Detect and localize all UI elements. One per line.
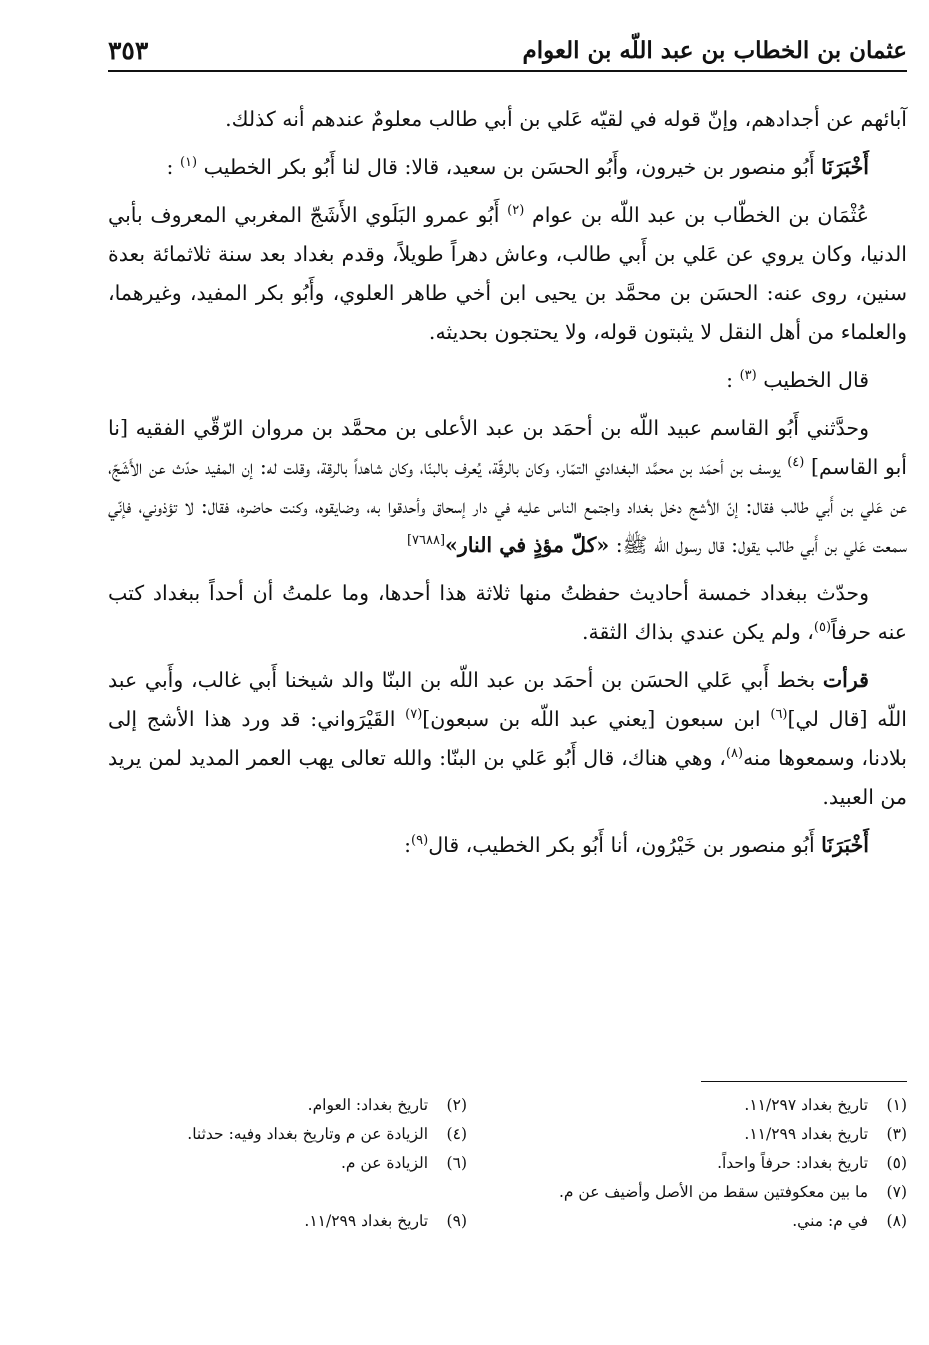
main-text (108, 100, 907, 874)
paragraph-7 (108, 661, 907, 817)
page-number: ٣٥٣ (108, 35, 149, 65)
paragraph-text: يوسف بن أحمَد بن محمَّد البغدادي التمّار، وكان بالرقّة، يُعرف بالبنّا، وكان شاهداً بالرقة، وقلت له: إن المفيد حدّث عن الأَشَجّ، عن عَلي بن أَبي طالب فقال: إنّ الأشج دخل بغداد واجتمع الناس عليه في دار إسحاق وأحدقوا به، وضايقوه، وكنت حاضره، فقال: لا تؤذوني، فإنّي سمعت عَلي بن أَبي طالب يقول: قال رسول الله ﷺ: (108, 455, 907, 557)
footnote-number: (٢) (446, 1096, 467, 1114)
paragraph-text: ، وهي هناك، قال أَبُو عَلي بن البنّا: والله تعالى يهب العمر المديد لمن يريد من العبيد. (108, 746, 907, 809)
hadith-quote: «كلّ مؤذٍ في النار» (445, 533, 610, 557)
paragraph-text: القَيْرَواني: قد ورد هذا الأشج إلى بلادنا، وسمعوها منه (108, 707, 907, 770)
footnote-number: (٧) (886, 1183, 907, 1201)
footnote-1 (467, 1091, 907, 1120)
footnote-7 (559, 1178, 907, 1207)
paragraph-text: أَبُو منصور بن خَيْرُون، أنا أَبُو بكر الخطيب، قال (428, 833, 815, 857)
footnote-row (108, 1120, 907, 1149)
footnotes (108, 1091, 907, 1236)
footnote-row (108, 1207, 907, 1236)
footnote-8 (467, 1207, 907, 1236)
paragraph-text: أَبُو منصور بن خيرون، وأَبُو الحسَن بن سعيد، قالا: قال لنا أَبُو بكر الخطيب (203, 155, 815, 179)
footnote-text: تاريخ بغداد ١١/٢٩٩. (744, 1125, 869, 1143)
hadith-ref-number: [٧٦٨٨] (406, 533, 446, 549)
footnote-ref-3[interactable]: (٣) (739, 368, 757, 384)
footnote-number: (٩) (446, 1212, 467, 1230)
footnote-row (108, 1149, 907, 1178)
footnote-number: (٥) (886, 1154, 907, 1172)
footnote-text: الزيادة عن م وتاريخ بغداد وفيه: حدثنا. (187, 1125, 429, 1143)
paragraph-8 (108, 826, 907, 865)
paragraph-5 (108, 409, 907, 565)
paragraph-text: عُثْمَان بن الخطّاب بن عبد اللّه بن عوام (532, 203, 870, 227)
isnad-lead: أَخْبَرَنَا (821, 833, 869, 857)
colon: : (726, 368, 734, 392)
footnote-number: (٤) (446, 1125, 467, 1143)
isnad-lead: أَخْبَرَنَا (821, 155, 869, 179)
paragraph-text: قال الخطيب (763, 368, 869, 392)
colon: : (166, 155, 174, 179)
footnote-5 (467, 1149, 907, 1178)
page-header (108, 30, 907, 72)
footnote-ref-7[interactable]: (٧) (405, 707, 423, 723)
footnote-ref-9[interactable]: (٩) (411, 833, 429, 849)
paragraph-text: ، ولم يكن عندي بذاك الثقة. (581, 620, 814, 644)
paragraph-text: ابن سبعون [يعني عبد اللّه بن سبعون] (422, 707, 761, 731)
footnote-6 (108, 1149, 467, 1178)
footnote-text: الزيادة عن م. (340, 1154, 429, 1172)
paragraph-text: بخط أَبي عَلي الحسَن بن أحمَد بن عبد اللّه بن البنّا والد شيخنا أَبي غالب، وأَبي عبد اللّه [قال لي] (108, 668, 907, 731)
footnote-text: تاريخ بغداد: العوام. (307, 1096, 429, 1114)
footnote-text: تاريخ بغداد ١١/٢٩٩. (304, 1212, 429, 1230)
footnote-9 (108, 1207, 467, 1236)
footnote-ref-4[interactable]: (٤) (787, 455, 805, 471)
footnote-2 (108, 1091, 467, 1120)
footnote-text: في م: مني. (792, 1212, 869, 1230)
footnote-ref-6[interactable]: (٦) (770, 707, 788, 723)
footnote-ref-1[interactable]: (١) (179, 155, 198, 171)
footnote-ref-2[interactable]: (٢) (507, 203, 525, 219)
running-title: عثمان بن الخطاب بن عبد اللّه بن العوام (522, 36, 907, 64)
footnote-text: تاريخ بغداد ١١/٢٩٧. (744, 1096, 869, 1114)
footnote-row (108, 1178, 907, 1207)
qara-at-lead: قرأت (822, 668, 869, 692)
paragraph-text: وحدّث ببغداد خمسة أحاديث حفظتُ منها ثلاثة هذا أحدها، وما علمتُ أن أحداً ببغداد كتب عنه حرفاً (108, 581, 907, 644)
footnote-number: (٨) (886, 1212, 907, 1230)
paragraph-3 (108, 196, 907, 352)
footnote-number: (٣) (886, 1125, 907, 1143)
footnote-row (108, 1091, 907, 1120)
paragraph-6 (108, 574, 907, 652)
footnote-ref-8[interactable]: (٨) (725, 746, 744, 762)
footnote-4 (108, 1120, 467, 1149)
footnote-text: تاريخ بغداد: حرفاً واحداً. (717, 1154, 869, 1172)
paragraph-text: أَبُو عمرو البَلَوي الأَشَجّ المغربي المعروف بأبي الدنيا، وكان يروي عن عَلي بن أَبي طالب، وعاش دهراً طويلاً، وقدم بغداد بعد سنة ثلاثمائة بعدة سنين، روى عنه: الحسَن بن محمَّد بن يحيى ابن أخي طاهر العلوي، وأَبُو بكر المفيد، وغيرهما، والعلماء من أهل النقل لا يثبتون قوله، ولا يحتجون بحديثه. (108, 203, 907, 344)
footnote-3 (467, 1120, 907, 1149)
paragraph-2 (108, 148, 907, 187)
footnote-number: (٦) (446, 1154, 467, 1172)
paragraph-4 (108, 361, 907, 400)
footnote-ref-5[interactable]: (٥) (813, 620, 832, 636)
footnote-number: (١) (886, 1096, 907, 1114)
footnote-separator (701, 1081, 907, 1082)
paragraph-text: آبائهم عن أجدادهم، وإنّ قوله في لقيّه عَلي بن أبي طالب معلومٌ عندهم أنه كذلك. (225, 107, 907, 131)
colon: : (404, 833, 412, 857)
footnote-text: ما بين معكوفتين سقط من الأصل وأضيف عن م. (558, 1183, 869, 1201)
paragraph-text: وحدَّثني أَبُو القاسم عبيد اللّه بن أحمَد بن عبد الأعلى بن محمَّد بن مروان الرّقّي الفقيه [نا أبو القاسم] (108, 416, 907, 479)
paragraph-1 (108, 100, 907, 139)
